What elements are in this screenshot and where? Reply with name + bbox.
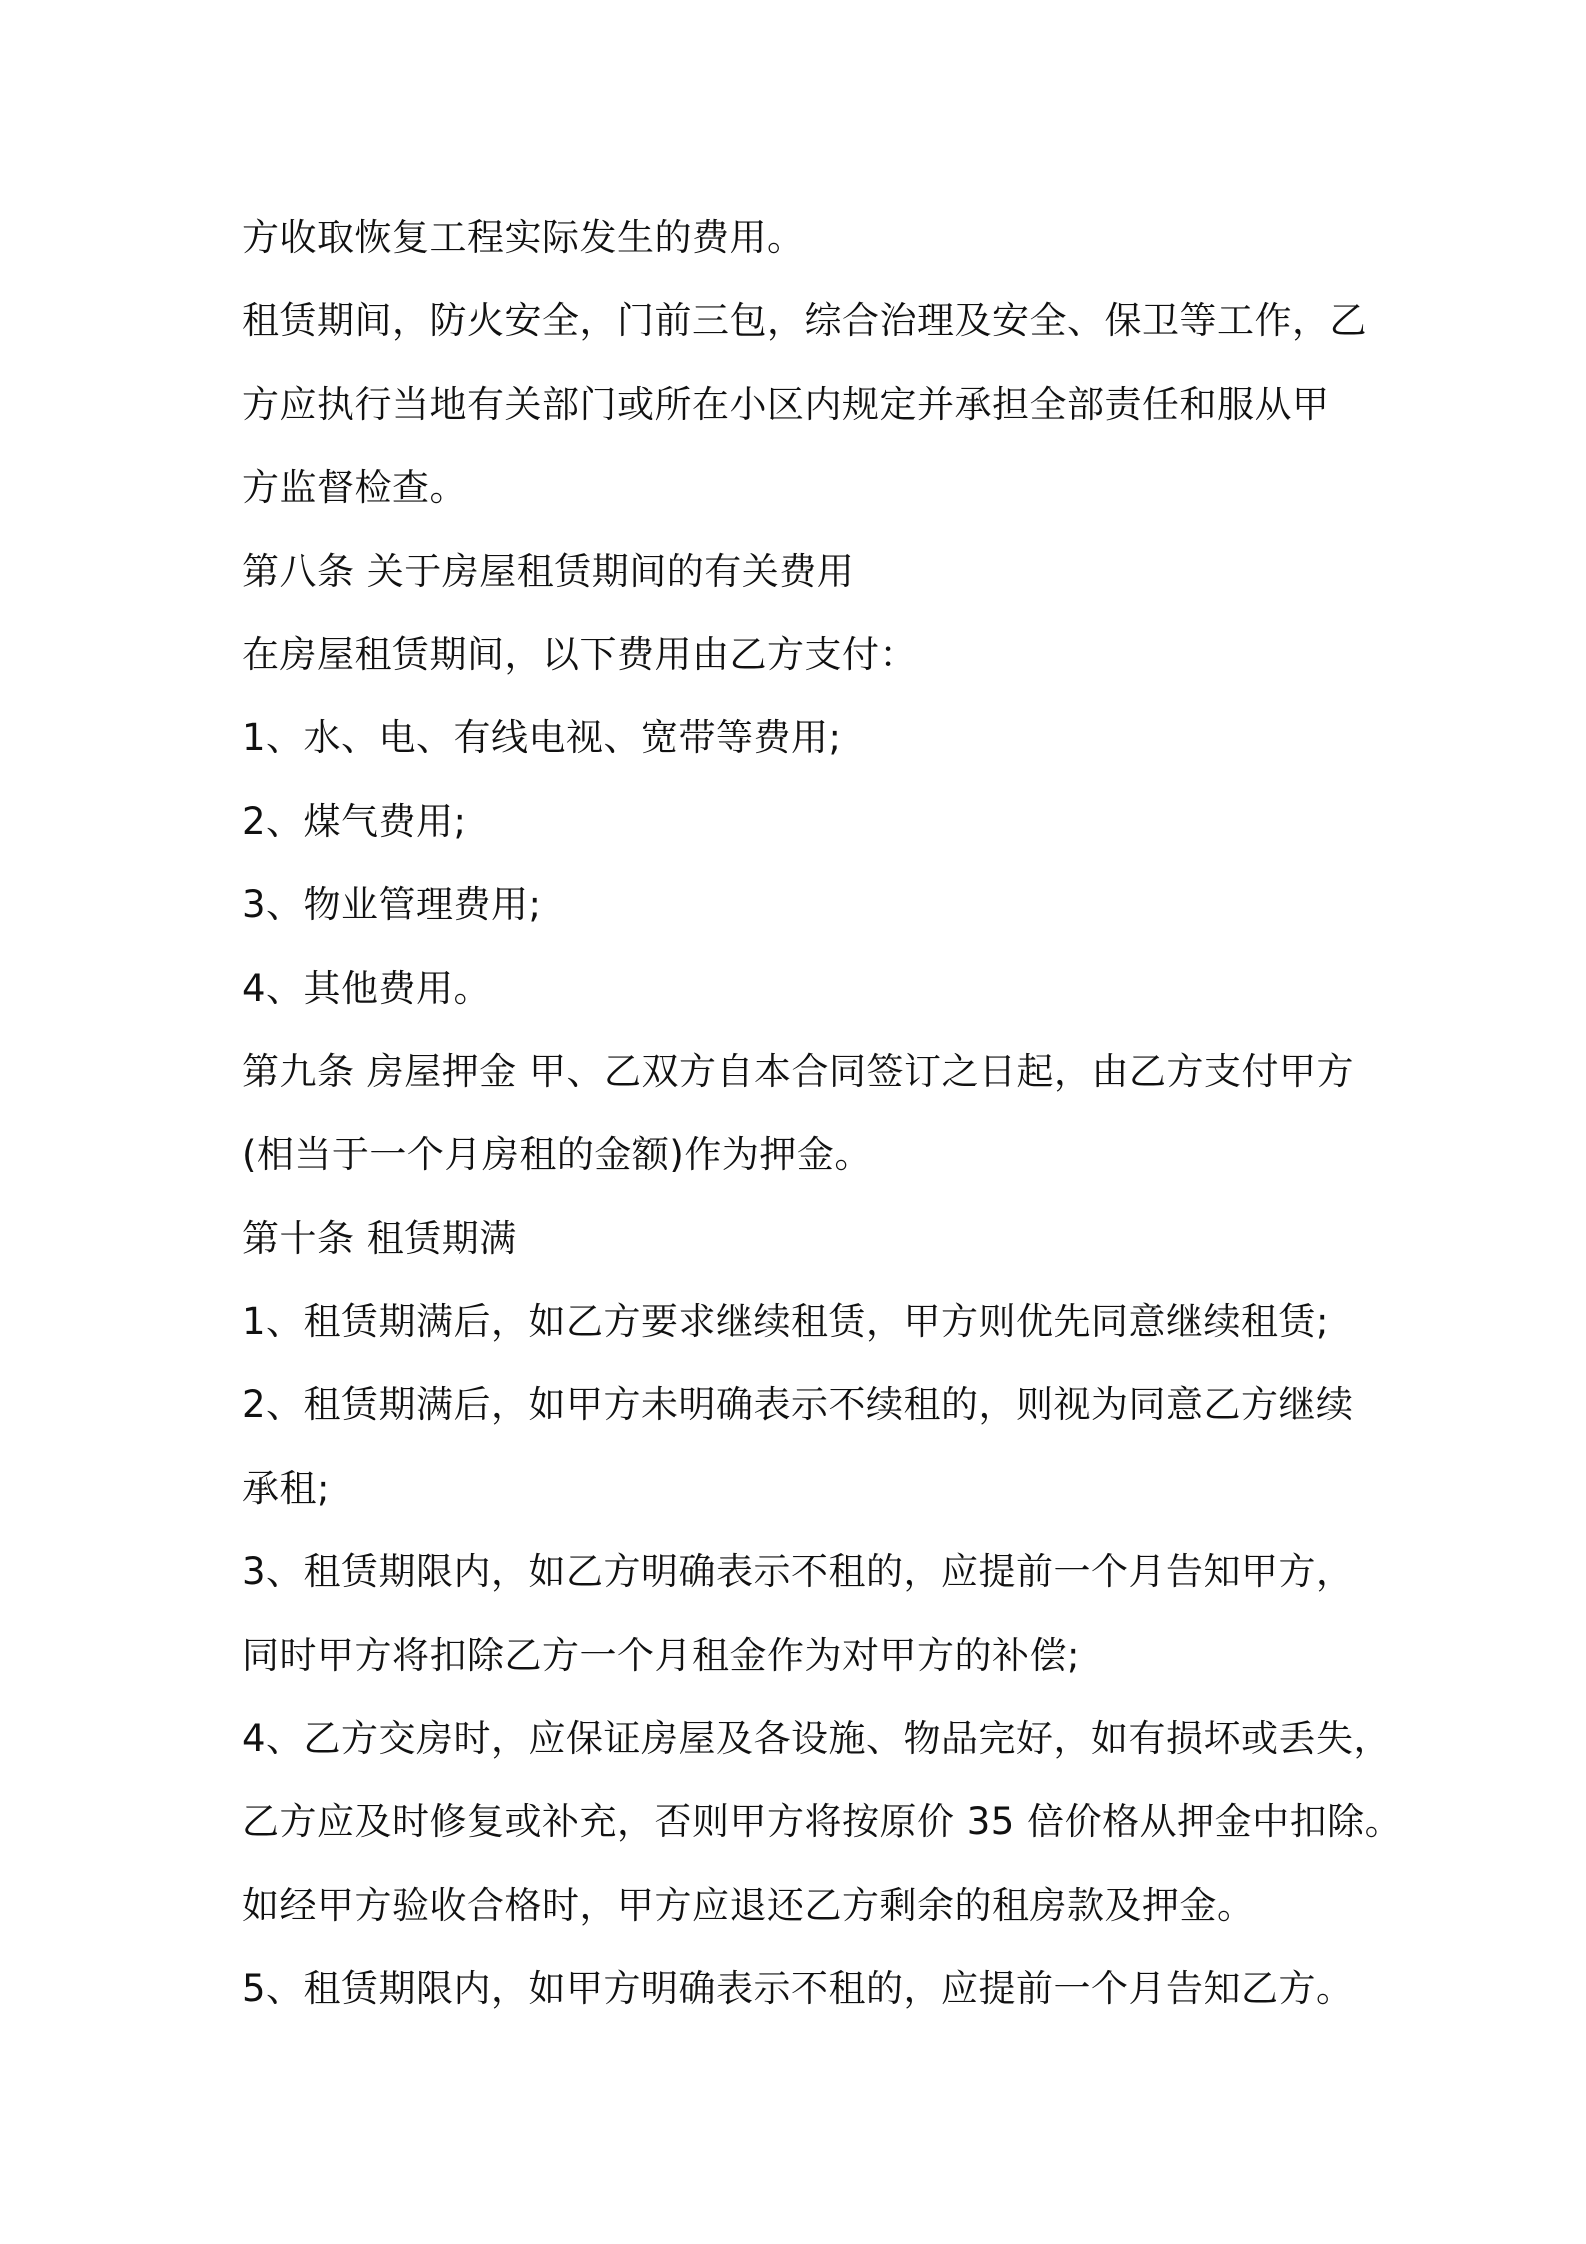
list-item: 2、煤气费用; <box>242 799 467 843</box>
text-line: 方收取恢复工程实际发生的费用。 <box>242 216 805 259</box>
list-item: 5、租赁期限内，如甲方明确表示不租的，应提前一个月告知乙方。 <box>242 1967 1354 2011</box>
list-item: 4、其他费用。 <box>242 966 492 1010</box>
text-line: 方监督检查。 <box>242 466 467 510</box>
text-line: 承租; <box>242 1466 330 1510</box>
list-item: 1、租赁期满后，如乙方要求继续租赁，甲方则优先同意继续租赁; <box>242 1300 1330 1344</box>
text-line: 租赁期间，防火安全，门前三包，综合治理及安全、保卫等工作，乙 <box>242 299 1367 343</box>
text-line: 在房屋租赁期间，以下费用由乙方支付： <box>242 632 917 676</box>
text-line: 同时甲方将扣除乙方一个月租金作为对甲方的补偿; <box>242 1633 1080 1677</box>
list-item: 4、乙方交房时，应保证房屋及各设施、物品完好，如有损坏或丢失， <box>242 1717 1392 1761</box>
section-heading: 第九条 房屋押金 甲、乙双方自本合同签订之日起，由乙方支付甲方 <box>242 1049 1355 1093</box>
text-line: 方应执行当地有关部门或所在小区内规定并承担全部责任和服从甲 <box>242 382 1330 426</box>
section-heading: 第十条 租赁期满 <box>242 1216 517 1260</box>
list-item: 3、租赁期限内，如乙方明确表示不租的，应提前一个月告知甲方， <box>242 1550 1354 1594</box>
text-line: (相当于一个月房租的金额)作为押金。 <box>242 1133 872 1177</box>
list-item: 2、租赁期满后，如甲方未明确表示不续租的，则视为同意乙方继续 <box>242 1383 1354 1427</box>
document-page <box>242 196 1403 2031</box>
text-line: 如经甲方验收合格时，甲方应退还乙方剩余的租房款及押金。 <box>242 1883 1255 1927</box>
list-item: 1、水、电、有线电视、宽带等费用; <box>242 716 842 760</box>
list-item: 3、物业管理费用; <box>242 883 542 927</box>
text-line: 乙方应及时修复或补充，否则甲方将按原价 35 倍价格从押金中扣除。 <box>242 1800 1403 1844</box>
section-heading: 第八条 关于房屋租赁期间的有关费用 <box>242 549 855 593</box>
